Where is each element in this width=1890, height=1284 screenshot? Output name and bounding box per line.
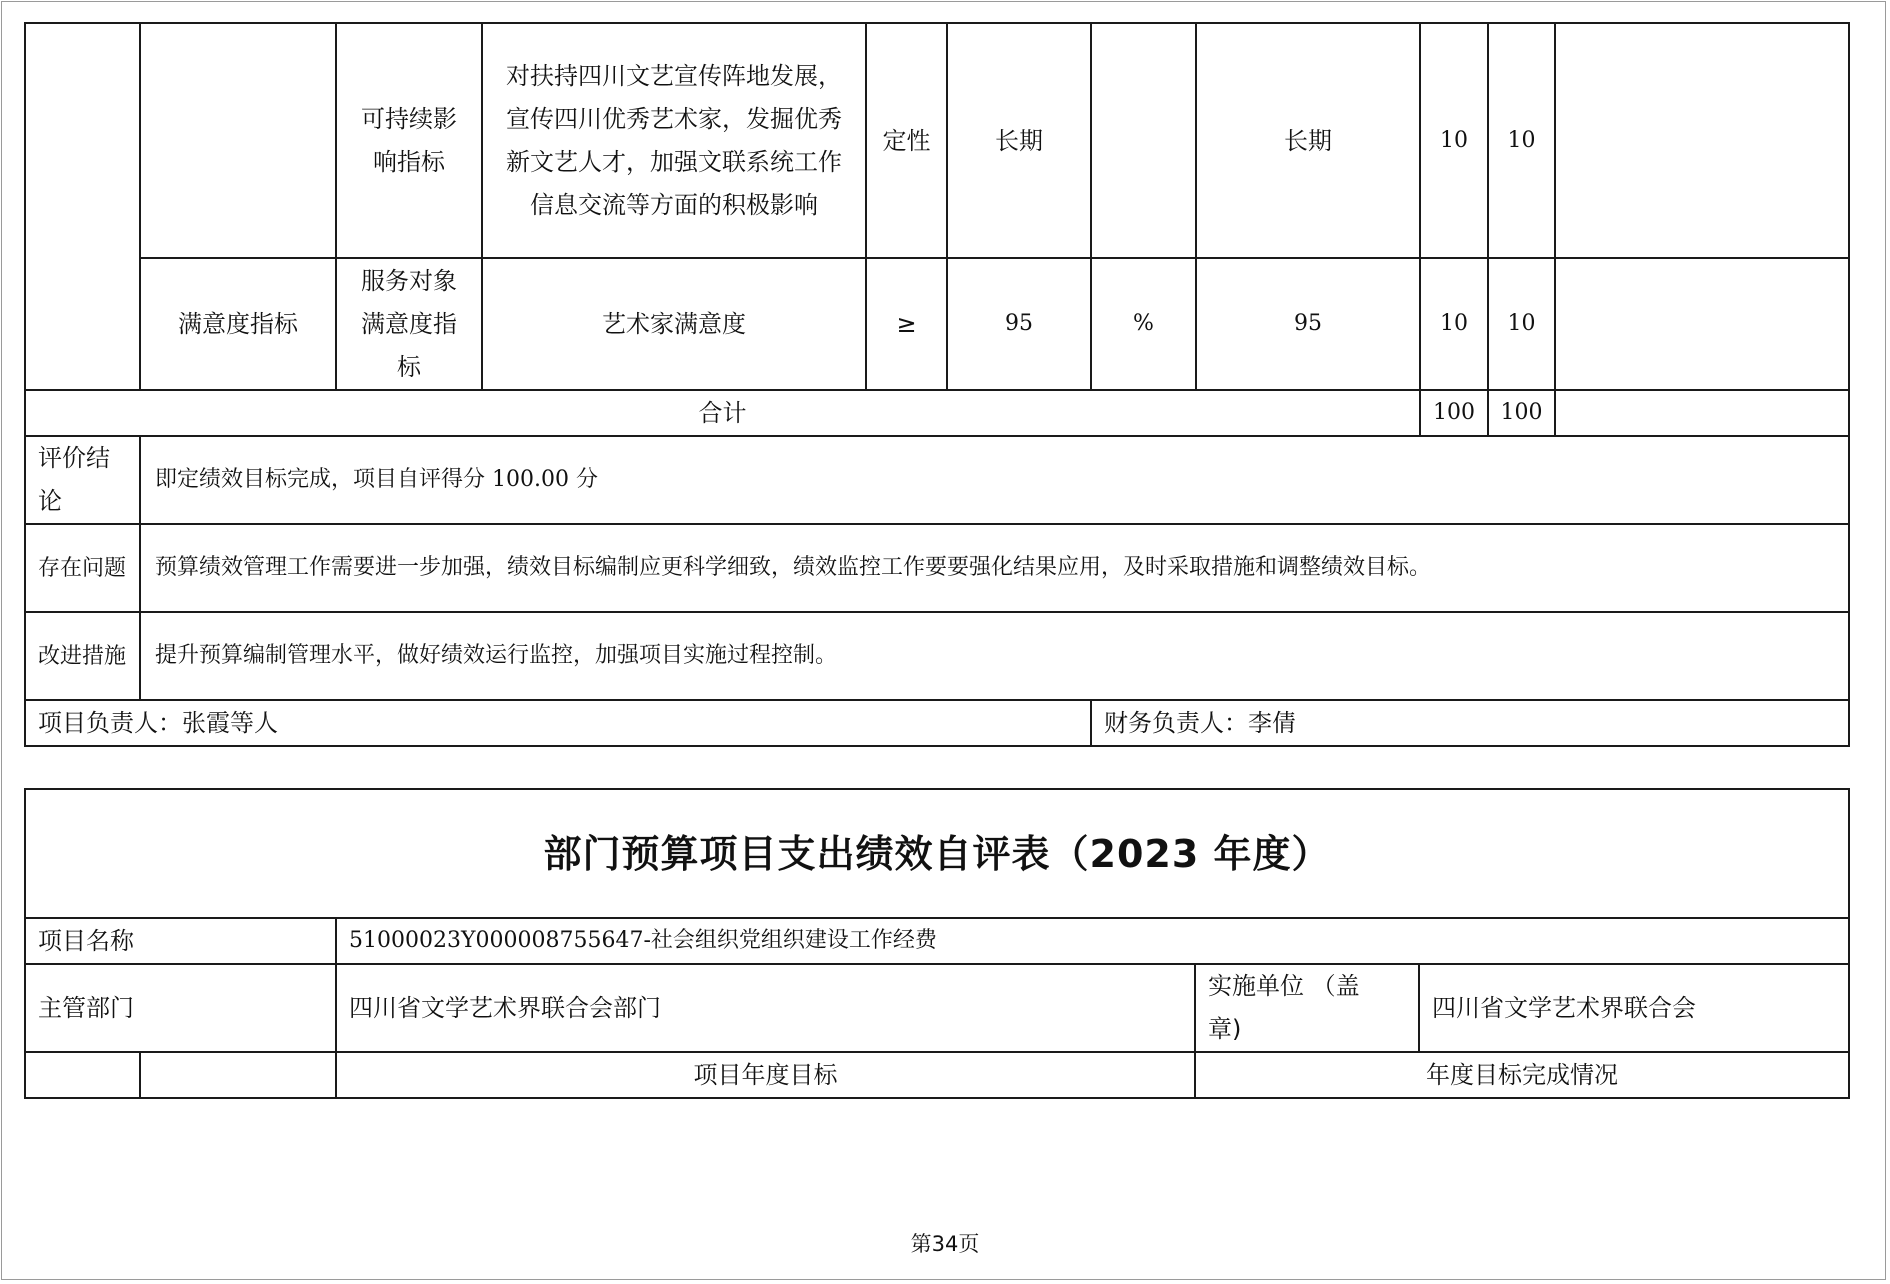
- total-remark-cell: [1555, 390, 1849, 436]
- row-conclusion: [25, 436, 1849, 524]
- indicator-name-cell: 服务对象满意度指标: [336, 258, 482, 390]
- problems-text: 预算绩效管理工作需要进一步加强，绩效目标编制应更科学细致，绩效监控工作要要强化结果应用，及时采取措施和调整绩效目标。: [140, 524, 1849, 612]
- total-label-cell: 合计: [25, 390, 1420, 436]
- score-cell: 10: [1488, 258, 1555, 390]
- goal-completion-header: 年度目标完成情况: [1195, 1052, 1849, 1098]
- total-score-cell: 100: [1488, 390, 1555, 436]
- remark-cell: [1555, 23, 1849, 258]
- score-cell: 10: [1488, 23, 1555, 258]
- implementing-unit-value: 四川省文学艺术界联合会: [1419, 964, 1849, 1052]
- weight-cell: 10: [1420, 23, 1488, 258]
- problems-label: 存在问题: [25, 524, 140, 612]
- row-total: [25, 390, 1849, 436]
- blank-cell: [140, 23, 336, 258]
- category-cell: 满意度指标: [140, 258, 336, 390]
- row-problems: [25, 524, 1849, 612]
- blank-cell: [25, 1052, 140, 1098]
- blank-cell: [140, 1052, 336, 1098]
- indicator-content-cell: 艺术家满意度: [482, 258, 866, 390]
- self-evaluation-table: [24, 788, 1850, 1099]
- improvement-label: 改进措施: [25, 612, 140, 700]
- row-improvement: [25, 612, 1849, 700]
- annual-goal-header: 项目年度目标: [336, 1052, 1195, 1098]
- department-value: 四川省文学艺术界联合会部门: [336, 964, 1195, 1052]
- page-number: 第34页: [910, 1232, 980, 1256]
- row-project-name: [25, 918, 1849, 964]
- project-name-value: 51000023Y000008755647-社会组织党组织建设工作经费: [336, 918, 1849, 964]
- department-label: 主管部门: [25, 964, 336, 1052]
- indicator-content-cell: 对扶持四川文艺宣传阵地发展，宣传四川优秀艺术家，发掘优秀新文艺人才，加强文联系统工作信息交流等方面的积极影响: [482, 23, 866, 258]
- improvement-text: 提升预算编制管理水平，做好绩效运行监控，加强项目实施过程控制。: [140, 612, 1849, 700]
- target-value-cell: 95: [947, 258, 1091, 390]
- operator-cell: ≥: [866, 258, 947, 390]
- row-department: [25, 964, 1849, 1052]
- implementing-unit-label: 实施单位 （盖章): [1195, 964, 1419, 1052]
- target-value-cell: 长期: [947, 23, 1091, 258]
- row-title: [25, 789, 1849, 918]
- finance-leader-cell: 财务负责人：李倩: [1091, 700, 1849, 746]
- row-satisfaction: [25, 258, 1849, 390]
- row-signatures: [25, 700, 1849, 746]
- remark-cell: [1555, 258, 1849, 390]
- blank-cell: [25, 23, 140, 390]
- total-weight-cell: 100: [1420, 390, 1488, 436]
- form-title: 部门预算项目支出绩效自评表（2023 年度）: [25, 789, 1849, 918]
- weight-cell: 10: [1420, 258, 1488, 390]
- unit-cell: [1091, 23, 1196, 258]
- project-name-label: 项目名称: [25, 918, 336, 964]
- conclusion-text: 即定绩效目标完成，项目自评得分 100.00 分: [140, 436, 1849, 524]
- project-leader-cell: 项目负责人：张霞等人: [25, 700, 1091, 746]
- indicator-name-cell: 可持续影响指标: [336, 23, 482, 258]
- actual-value-cell: 长期: [1196, 23, 1420, 258]
- row-sustainable-impact: [25, 23, 1849, 258]
- conclusion-label: 评价结论: [25, 436, 140, 524]
- actual-value-cell: 95: [1196, 258, 1420, 390]
- row-goal-headers: [25, 1052, 1849, 1098]
- unit-cell: %: [1091, 258, 1196, 390]
- indicator-table: [24, 22, 1850, 747]
- nature-cell: 定性: [866, 23, 947, 258]
